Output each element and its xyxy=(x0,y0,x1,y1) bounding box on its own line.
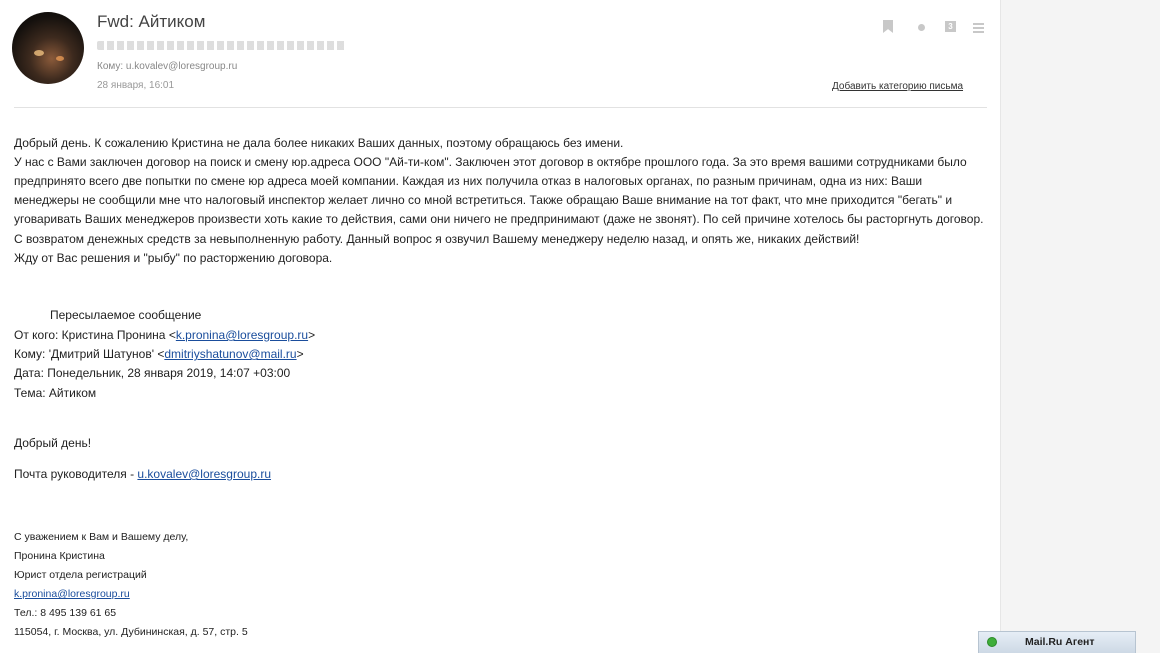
message-subject: Fwd: Айтиком xyxy=(97,12,206,31)
signature-regards: С уважением к Вам и Вашему делу, xyxy=(14,531,189,543)
agent-status-icon xyxy=(987,637,997,647)
forwarded-from-suffix: > xyxy=(308,328,316,342)
right-pane xyxy=(1000,0,1160,653)
forwarded-from-prefix: От кого: Кристина Пронина < xyxy=(14,328,176,342)
mailru-agent-bar[interactable] xyxy=(978,631,1136,653)
forwarded-from-email[interactable]: k.pronina@loresgroup.ru xyxy=(175,328,309,342)
signature-role: Юрист отдела регистраций xyxy=(14,569,147,581)
boss-mail-email[interactable]: u.kovalev@loresgroup.ru xyxy=(137,467,272,481)
body-line: предпринято всего две попытки по смене юр адреса моей компании. Каждая из них получила отказ в налоговых органах, по разным причинам, одна из них: Ваши xyxy=(14,174,923,188)
forwarded-to-suffix: > xyxy=(296,347,304,361)
greeting: Добрый день! xyxy=(14,436,92,450)
forwarded-title: Пересылаемое сообщение xyxy=(50,308,202,322)
forwarded-to-prefix: Кому: 'Дмитрий Шатунов' < xyxy=(14,347,165,361)
sender-line-blurred xyxy=(97,41,347,50)
boss-mail-line xyxy=(14,467,271,481)
header-divider xyxy=(14,107,987,108)
forwarded-from xyxy=(14,328,315,342)
bookmark-icon[interactable] xyxy=(883,20,893,33)
body-line: Добрый день. К сожалению Кристина не дала более никаких Ваших данных, поэтому обращаюсь без имени. xyxy=(14,136,624,150)
avatar-light-1 xyxy=(34,50,44,56)
body-line: У нас с Вами заключен договор на поиск и смену юр.адреса ООО "Ай-ти-ком". Заключен этот договор в октябре прошлого года. За это время вашими сотрудниками было xyxy=(14,155,967,169)
recipient-line: Кому: u.kovalev@loresgroup.ru xyxy=(97,61,238,72)
signature-email[interactable]: k.pronina@loresgroup.ru xyxy=(14,588,130,600)
body-line: уговаривать Ваших менеджеров произвести хоть какие то действия, сами они ничего не предпринимают (даже не звонят). По сей причине хотелось бы расторгнуть договор. xyxy=(14,212,984,226)
body-line: Жду от Вас решения и "рыбу" по расторжению договора. xyxy=(14,251,333,265)
forwarded-date: Дата: Понедельник, 28 января 2019, 14:07 +03:00 xyxy=(14,366,291,380)
signature-address: 115054, г. Москва, ул. Дубининская, д. 57, стр. 5 xyxy=(14,626,248,638)
forwarded-to-email[interactable]: dmitriyshatunov@mail.ru xyxy=(164,347,297,361)
counter-icon[interactable]: 3 xyxy=(945,21,956,32)
forwarded-to xyxy=(14,347,304,361)
signature-name: Пронина Кристина xyxy=(14,550,105,562)
menu-icon[interactable] xyxy=(973,23,984,35)
message-date: 28 января, 16:01 xyxy=(97,80,175,91)
forwarded-subject: Тема: Айтиком xyxy=(14,386,97,400)
agent-label: Mail.Ru Агент xyxy=(1025,636,1095,648)
boss-mail-prefix: Почта руководителя - xyxy=(14,467,138,481)
body-line: менеджеры не сообщили мне что налоговый инспектор желает лично со мной встретиться. Также обращаю Ваше внимание на тот факт, что мне приходится "бегать" и xyxy=(14,193,953,207)
signature-phone: Тел.: 8 495 139 61 65 xyxy=(14,607,117,619)
signature-email-line xyxy=(14,588,130,600)
avatar-light-2 xyxy=(56,56,64,61)
unread-dot-icon[interactable] xyxy=(918,24,925,31)
sender-avatar[interactable] xyxy=(12,12,84,84)
body-line: С возвратом денежных средств за невыполненную работу. Данный вопрос я озвучил Вашему менеджеру неделю назад, и опять же, никаких действий! xyxy=(14,232,860,246)
add-category-link[interactable]: Добавить категорию письма xyxy=(832,81,964,92)
